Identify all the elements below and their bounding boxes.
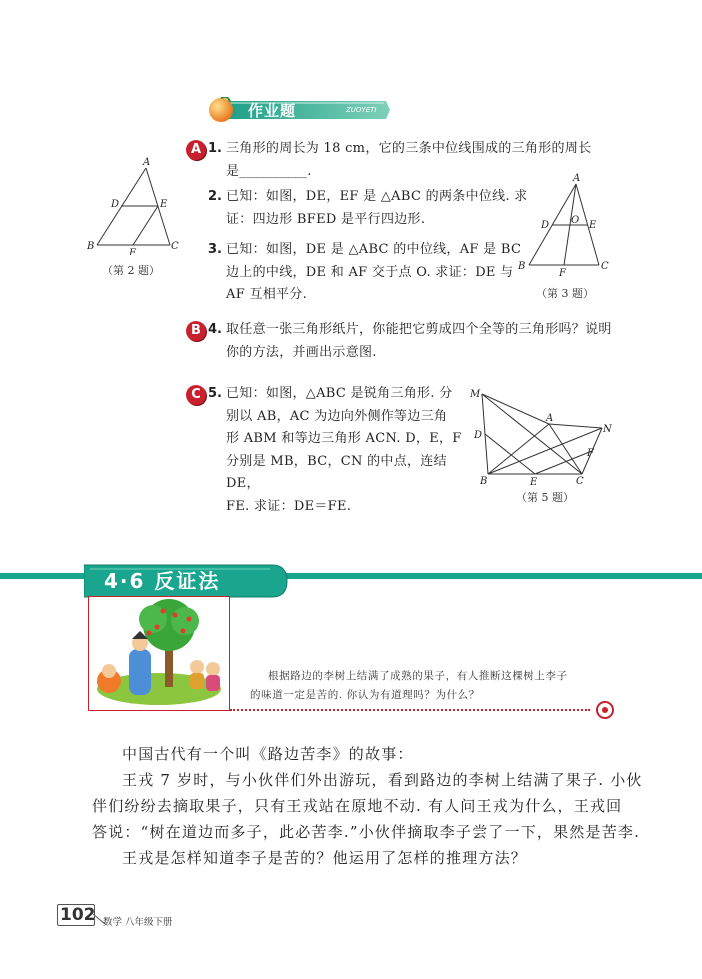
fig5-label-n: N xyxy=(603,424,612,435)
caption-line: 根据路边的李树上结满了成熟的果子，有人推断这棵树上李子 xyxy=(268,670,568,682)
target-icon xyxy=(596,701,614,719)
fig3-label-b: B xyxy=(518,261,526,272)
level-a-badge: A xyxy=(186,140,206,160)
fig3-label-e: E xyxy=(589,220,597,231)
story-line: 中国古代有一个叫《路边苦李》的故事： xyxy=(122,745,414,763)
fig5-label-e: E xyxy=(530,477,538,488)
fig5-label-m: M xyxy=(470,389,481,400)
fig5-label-d: D xyxy=(474,430,483,441)
fig2-label-c: C xyxy=(171,241,179,252)
q2-line: 证：四边形 BFED 是平行四边形. xyxy=(226,211,426,227)
illustration xyxy=(89,597,229,710)
figure-2 xyxy=(82,150,192,255)
fig2-caption: （第 2 题） xyxy=(102,264,160,277)
q2-text xyxy=(226,186,536,231)
q1-number: 1. xyxy=(208,141,222,156)
fig2-label-a: A xyxy=(143,157,151,168)
story-line: 答说：“树在道边而多子，此必苦李.”小伙伴摘取李子尝了一下，果然是苦李. xyxy=(92,823,641,841)
caption-line: 的味道一定是苦的. 你认为有道理吗？为什么？ xyxy=(250,689,480,701)
footer-book: 数学 八年级下册 xyxy=(103,917,173,928)
q3-line: AF 互相平分. xyxy=(226,287,308,302)
homework-subtitle: ZUOYETI xyxy=(346,106,377,114)
dotted-rule xyxy=(230,709,590,711)
section-header xyxy=(84,561,289,601)
q2-line: 已知：如图，DE，EF 是 △ABC 的两条中位线. 求 xyxy=(226,189,528,204)
fig5-label-b: B xyxy=(480,476,488,487)
homework-title: 作业题 xyxy=(248,102,297,120)
q3-line: 边上的中线，DE 和 AF 交于点 O. 求证：DE 与 xyxy=(226,264,514,280)
level-c-badge: C xyxy=(186,385,206,405)
q5-line: 别以 AB，AC 为边向外侧作等边三角 xyxy=(226,408,448,424)
q5-line: 分别是 MB，BC，CN 的中点，连结 DE， xyxy=(226,453,447,491)
fig2-label-d: D xyxy=(111,199,120,210)
page-number: 102 xyxy=(60,905,96,925)
fig3-label-f: F xyxy=(559,268,566,279)
illustration-caption xyxy=(250,667,610,705)
fig3-caption: （第 3 题） xyxy=(536,287,594,300)
fig2-label-f: F xyxy=(129,248,136,255)
fig5-label-f: F xyxy=(587,448,594,459)
story-line: 王戎 7 岁时，与小伙伴们外出游玩，看到路边的李树上结满了果子. 小伙 xyxy=(122,771,643,789)
fig5-caption: （第 5 题） xyxy=(516,491,574,504)
section-title: 4·6 反证法 xyxy=(104,569,221,593)
q4-text xyxy=(226,319,656,364)
q5-text xyxy=(226,383,476,518)
fig3-label-d: D xyxy=(541,220,550,231)
q5-number: 5. xyxy=(208,386,222,401)
q5-line: FE. 求证：DE＝FE. xyxy=(226,498,352,514)
level-b-badge: B xyxy=(186,321,206,341)
fig3-label-c: C xyxy=(601,261,609,272)
q3-number: 3. xyxy=(208,242,222,257)
fig2-label-e: E xyxy=(160,199,168,210)
q5-line: 形 ABM 和等边三角形 ACN. D，E，F xyxy=(226,431,462,446)
figure-3 xyxy=(510,170,620,280)
illustration-frame xyxy=(88,596,230,711)
q2-number: 2. xyxy=(208,189,222,204)
q4-line: 取任意一张三角形纸片，你能把它剪成四个全等的三角形吗？说明 xyxy=(226,322,612,337)
q4-line: 你的方法，并画出示意图. xyxy=(226,344,377,360)
q1-line: 三角形的周长为 18 cm，它的三条中位线围成的三角形的周长 xyxy=(226,141,592,156)
q5-line: 已知：如图，△ABC 是锐角三角形. 分 xyxy=(226,386,453,401)
q3-text xyxy=(226,239,526,307)
story-line: 王戎是怎样知道李子是苦的？他运用了怎样的推理方法？ xyxy=(122,849,528,867)
fig3-label-o: O xyxy=(571,215,580,226)
fig5-label-a: A xyxy=(546,413,554,424)
story-line: 伴们纷纷去摘取果子，只有王戎站在原地不动. 有人问王戎为什么，王戎回 xyxy=(92,797,623,815)
q4-number: 4. xyxy=(208,322,222,337)
fig2-label-b: B xyxy=(87,241,95,252)
figure-5 xyxy=(470,388,620,488)
homework-banner xyxy=(208,97,390,123)
fig5-label-c: C xyxy=(576,476,584,487)
fig3-label-a: A xyxy=(573,173,581,184)
q1-line: 是__________. xyxy=(226,163,312,179)
q3-line: 已知：如图，DE 是 △ABC 的中位线，AF 是 BC xyxy=(226,242,522,257)
